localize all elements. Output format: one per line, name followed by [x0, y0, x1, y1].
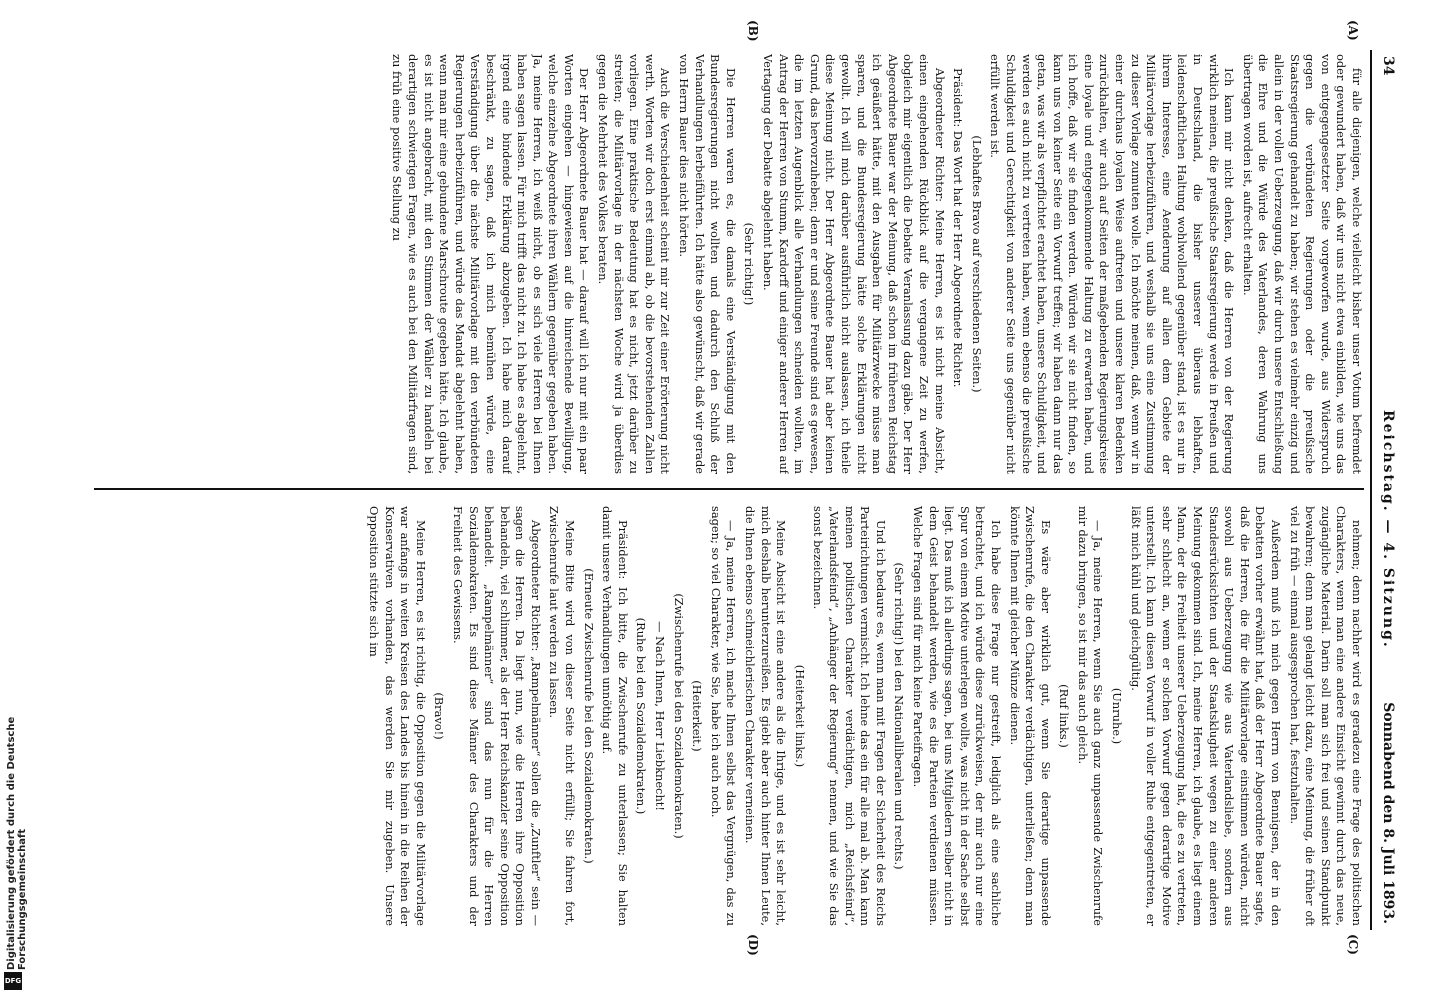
- right-column-paragraph: — Nach Ihnen, Herr Liebknecht!: [653, 621, 668, 811]
- left-column-paragraph: Abgeordneter Richter: Meine Herren, es ist nicht meine Absicht, einen eingehenden Rückblick auf die vergangene Zeit zu werfen, obgleich mir eigentlich die Debatte Veranlassung dazu gäbe. Der Herr Abgeordnete Bauer war der Meinung, daß schon im früheren Reichstag ich geäußert hätte, mit den Ausgaben für Militärzwecke müsse man sparen, und die Bundesregierung hätte solche Erklärungen nicht gewollt. Ich will mich darüber ausführlich nicht auslassen, ich theile diese Meinung nicht. Der Herr Abgeordnete Bauer hat aber keinen Grund, das hervorzuheben; denn er und seine Freunde sind es gewesen, die im letzten Augenblick alle Verhandlungen schneiden wollten, im Antrag der Herren von Stumm, Kardorff und einiger anderer Herren auf Vertagung der Debatte abgelehnt haben.: [761, 54, 947, 474]
- right-column-paragraph: (Erneute Zwischenrufe bei den Sozialdemokraten.): [581, 568, 596, 864]
- column-divider: [94, 488, 1364, 490]
- right-column-paragraph: Es wäre aber wirklich gut, wenn Sie derartige unpassende Zwischenrufe, die den Charakter verdächtigen, unterließen; denn man könnte Ihnen mit gleicher Münze dienen.: [1007, 506, 1053, 926]
- right-column-paragraph: (Sehr richtig!) bei den Nationalliberalen und rechts.): [892, 562, 907, 870]
- right-column-paragraph: Meine Herren, es ist richtig, die Opposition gegen die Militärvorlage war anfangs in weiten Kreisen des Landes bis hinein in die Reihen der Konservativen vorhanden, das werden Sie mir zugeben. Unsere Opposition stützte sich im: [366, 506, 428, 926]
- margin-mark-c: (C): [1346, 934, 1360, 955]
- right-column-paragraph: Meine Absicht ist eine andere als die Ihrige, und es ist sehr leicht, mich deshalb herunterzureißen. Es giebt aber auch hinter Ihnen Leute, die Ihnen ebenso schmeichlerischen Charakter verneinen.: [743, 506, 789, 926]
- left-column-paragraph: Der Herr Abgeordnete Bauer hat — darauf will ich nur mit ein paar Worten eingehen — hingewiesen auf die hinreichende Bewilligung, welche einzelne Abgeordnete ihren Wählern gegenüber gegeben haben. Ja, meine Herren, ich weiß nicht, ob es sich viele Herren bei Ihnen haben sagen lassen. Für mich trifft das nicht zu. Ich habe es abgelehnt, irgend eine bindende Erklärung abzugeben. Ich habe mich darauf beschränkt, zu sagen, daß ich mich bemühen würde, eine Verständigung über die nächste Militärvorlage mit den verbündeten Regierungen herbeizuführen, und würde das Mandat abgelehnt haben, wenn man mir eine gebundene Marschroute gegeben hätte. Ich glaube, es ist nicht angebracht, mit den Stimmen der Wähler zu handeln bei derartigen schwierigen Fragen, wie es auch bei den Militärfragen sind, zu früh eine positive Stellung zu: [390, 54, 592, 474]
- left-column-paragraph: (Sehr richtig!): [742, 222, 757, 306]
- right-column-paragraph: Meine Bitte wird von dieser Seite nicht erfüllt; Sie fahren fort, Zwischenrufe laut werden zu lassen.: [547, 506, 578, 926]
- left-column-paragraph: für alle diejenigen, welche vielleicht bisher unser Votum befremdet oder gewundert haben, daß wir uns nicht etwa einbilden, wie uns das von entgegengesetzter Seite vorgeworfen wurde, aus Widerspruch gegen die verbündeten Regierungen oder die preußische Staatsregierung gehandelt zu haben; wir stehen es vielmehr einzig und allein in der vollen Ueberzeugung, daß wir durch unsere Entschließung die Ehre und die Würde des Vaterlandes, deren Wahrung uns übertragen worden ist, aufrecht erhalten.: [1240, 54, 1364, 474]
- left-column-paragraph: Präsident: Das Wort hat der Herr Abgeordnete Richter.: [951, 68, 966, 388]
- left-column-paragraph: (Lebhaftes Bravo auf verschiedenen Seiten.): [969, 135, 984, 393]
- page-header: [1370, 50, 1400, 930]
- left-column-paragraph: Die Herren waren es, die damals eine Verständigung mit den Bundesregierungen nicht wollten und dadurch den Schluß der Verhandlungen herbeiführten. Ich hätte also gewünscht, daß wir gerade von Herrn Bauer dies nicht hörten.: [677, 54, 738, 474]
- right-column-paragraph: (Heiterkeit links.): [792, 664, 807, 768]
- margin-mark-b: (B): [746, 20, 760, 42]
- right-column-paragraph: Außerdem muß ich mich gegen Herrn von Bennigsen, der in den Debatten vorher erwähnt hat, daß der Herr Abgeordnete Bauer sagte, daß die Herren, die für die Militärvorlage einstimmen würden, nicht sowohl aus Ueberzeugung wie aus Vaterlandsliebe, sondern aus Standesrücksichten und der Staatsklugheit wegen zu einer anderen Meinung gekommen sind. Ich, meine Herren, ich glaube, es liegt einem Mann, der die Freiheit unserer Ueberzeugung hat, die es zu vertreten, sehr schlecht an, wenn er solchen Vorwurf gegen derartige Motive unterstellt. Ich kann diesen Vorwurf in voller Ruhe entgegentreten, er läßt mich kühl und gleichgültig.: [1128, 506, 1284, 926]
- section-title: Reichstag. — 4. Sitzung.: [1380, 410, 1396, 649]
- session-date: Sonnabend den 8. Juli 1893.: [1380, 702, 1396, 924]
- right-column-paragraph: nehmen; denn nachher wird es geradezu eine Frage des politischen Charakters, wenn man eine andere Einsicht gewinnt durch das neue, zugängliche Material. Darin soll man sich frei und seinen Standpunkt bewahren; denn man gelangt leicht dazu, eine Meinung, die früher oft viel zu früh — einmal ausgesprochen hat, festzuhalten.: [1287, 506, 1364, 926]
- digitization-note-text: Digitalisierung gefördert durch die Deutsche Forschungsgemeinschaft: [6, 716, 28, 970]
- right-column: [94, 506, 1364, 926]
- scanned-page: [80, 20, 1400, 956]
- digitization-note: [4, 590, 26, 970]
- right-column-paragraph: (Ruhe bei den Sozialdemokraten.): [634, 617, 649, 815]
- margin-mark-d: (D): [746, 934, 760, 956]
- right-column-paragraph: (Zwischenrufe bei den Sozialdemokraten.): [671, 593, 686, 839]
- right-column-paragraph: — Ja, meine Herren, wenn Sie auch ganz unpassende Zwischenrufe mir dazu bringen, so ist mir das auch gleich.: [1075, 506, 1106, 926]
- right-column-paragraph: (Unruhe.): [1110, 687, 1125, 745]
- right-column-paragraph: Abgeordneter Richter: „Rampelmänner“ sollen die „Zunftler“ sein — sagen die Herren. Da liegt nun, wie die Herren ihre Opposition behandeln, viel schlimmer, als der Herr Reichskanzler seine Opposition behandelt. „Rampelmänner“ sind das nun für die Herren Sozialdemokraten. Es sind diese Männer des Charakters und der Freiheit des Gewissens.: [450, 506, 543, 926]
- left-column-paragraph: Ich kann mir nicht denken, daß die Herren von der Regierung wirklich meinen, die preußische Staatsregierung werde in Preußen und in Deutschland, die bisher unserer überaus lebhaften, leidenschaftlichen Haltung wohlwollend gegenüber stand, ist es nur in ihrem Interesse, eine Aenderung auf allen dem Gebiete der Militärvorlage herbeizuführen, und weshalb sie uns eine Zustimmung zu dieser Vorlage zumuten wolle. Ich möchte meinen, daß, wenn wir in einer durchaus loyalen Weise auftreten und unsere klaren Bedenken zurückhalten, wir auch auf Seiten der maßgebenden Regierungskreise eine loyale und entgegenkommende Haltung zu erwarten haben, und ich hoffe, daß wir sie finden werden. Würden wir sie nicht finden, so kann uns von keiner Seite ein Vorwurf treffen; wir haben dann nur das getan, was wir als verpflichtet erachtet haben, unsere Schuldigkeit, und werden es auch nicht zu vertreten haben, wenn ebenso die preußische Schuldigkeit und Gerechtigkeit von anderer Seite uns gegenüber nicht erfüllt werden ist.: [988, 54, 1237, 474]
- right-column-paragraph: Präsident: Ich bitte, die Zwischenrufe zu unterlassen; Sie halten damit unsere Verhandlungen unnöthig auf.: [600, 506, 630, 926]
- right-column-paragraph: Und ich bedaure es, wenn man mit Fragen der Sicherheit des Reichs Parteirichtungen vermischt. Ich lehne das ein für alle mal ab. Man kann meinen politischen Charakter verdächtigen, mich „Reichsfeind“, „Vaterlandsfeind“, „Anhänger der Regierung“ nennen, und wie Sie das sonst bezeichnen.: [811, 506, 888, 926]
- right-column-paragraph: Ich habe diese Frage nur gestreift, lediglich als eine sachliche betrachtet, und ich würde diese zurückweisen, der mir auch nur eine Spur von einem Motive unterlegen wollte, was nicht in der Sache selbst liegt. Das muß ich allerdings sagen, bei uns Mitgliedern selber nicht in dem Geist behandelt werden, wie es die Parteien verdienen müssen. Welche Fragen sind für mich keine Parteifragen.: [910, 506, 1003, 926]
- rotated-page-content: [80, 20, 1400, 956]
- right-column-paragraph: — Ja, meine Herren, ich mache Ihnen selbst das Vergnügen, das zu sagen; so viel Charakter, wie Sie, habe ich auch noch.: [708, 506, 739, 926]
- right-column-paragraph: (Bravo!): [432, 692, 447, 740]
- page-number: 34: [1380, 56, 1396, 76]
- left-column: [94, 54, 1364, 474]
- left-column-paragraph: Auch die Verschiedenheit scheint mir zur Zeit einer Erörterung nicht werth. Worten wir doch erst einmal ab, ob die bevorstehenden Zahlen vorliegen. Eine praktische Bedeutung hat es nicht, jetzt darüber zu streiten; die Militärvorlage in der nächsten Woche wird ja überdies gegen die Mehrheit des Volkes beraten.: [596, 54, 673, 474]
- right-column-paragraph: (Heiterkeit.): [690, 680, 705, 752]
- right-column-paragraph: (Ruf links.): [1057, 684, 1072, 748]
- dfg-logo-text: DFG: [4, 977, 22, 985]
- dfg-logo: [4, 972, 22, 990]
- margin-mark-a: (A): [1346, 20, 1360, 41]
